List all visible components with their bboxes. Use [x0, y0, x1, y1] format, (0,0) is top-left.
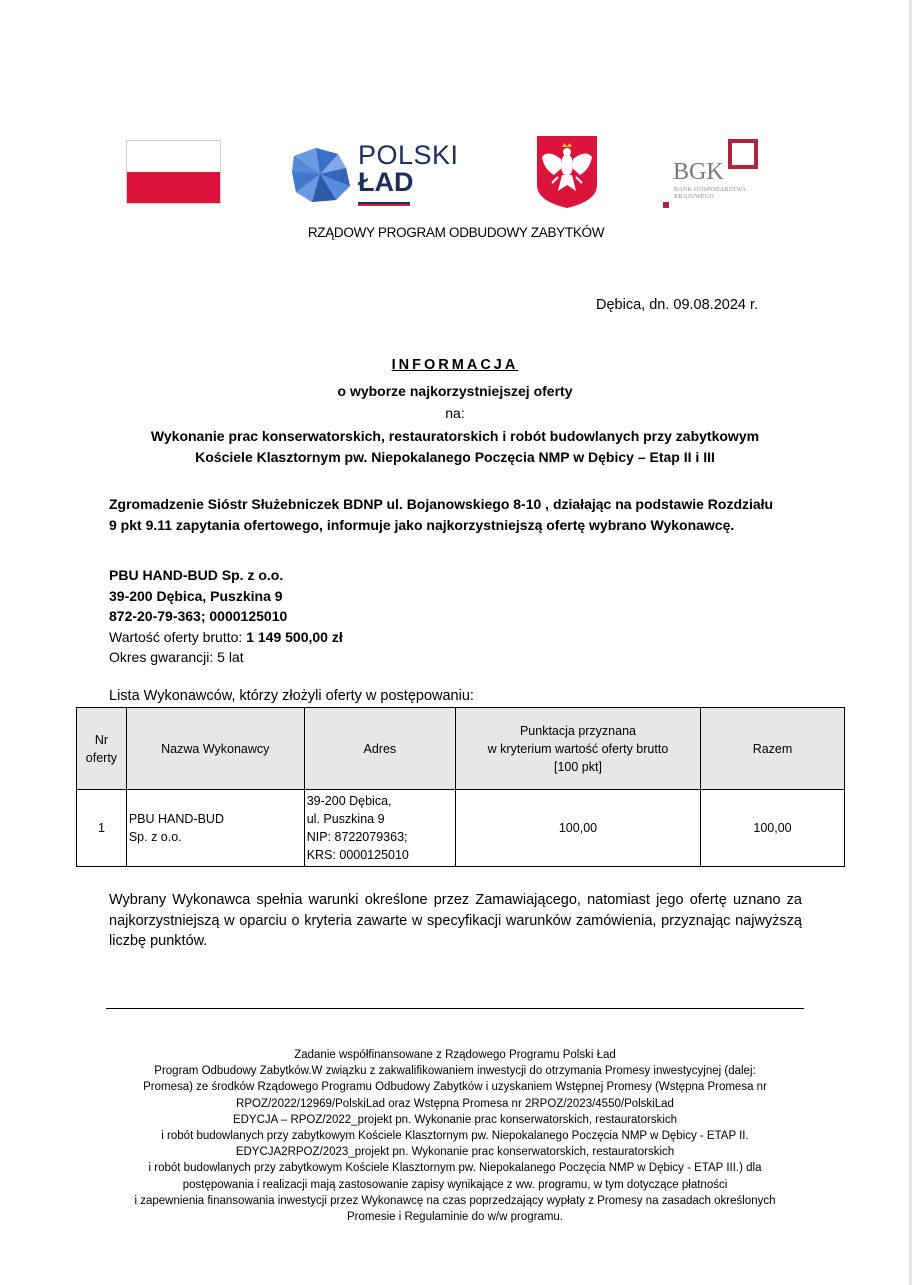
footer-line: RPOZ/2022/12969/PolskiLad oraz Wstępna Promesa nr 2RPOZ/2023/4550/PolskiLad — [236, 1097, 674, 1110]
cell-total: 100,00 — [701, 790, 845, 867]
header-points-line3: [100 pkt] — [554, 759, 602, 774]
footer-line: Promesie i Regulaminie do w/w programu. — [346, 1211, 564, 1224]
footer-line: i zapewnienia finansowania inwestycji przez Wykonawcę na czas poprzedzający wypłaty z Promesy na zasadach określonych — [134, 1194, 776, 1207]
bgk-dot-icon — [663, 202, 669, 208]
winner-value-label: Wartość oferty brutto: — [109, 628, 247, 645]
polski-lad-line2: ŁAD — [358, 167, 414, 197]
footer-line: postępowania i realizacji mają zastosowanie zapisy wynikające z ww. programu, w tym dotyczące płatności — [182, 1178, 728, 1191]
header-nr-line2: oferty — [85, 750, 118, 765]
cell-address-line4: KRS: 0000125010 — [306, 848, 409, 862]
winner-name: PBU HAND-BUD Sp. z o.o. — [109, 567, 284, 583]
footer-line: EDYCJA – RPOZ/2022_projekt pn. Wykonanie prac konserwatorskich, restauratorskich — [232, 1113, 678, 1126]
polish-flag-icon — [126, 140, 221, 204]
winner-warranty: Okres gwarancji: 5 lat — [109, 649, 244, 665]
header-points-line2: w kryterium wartość oferty brutto — [487, 741, 669, 756]
footer-note — [100, 1047, 810, 1225]
footer-line: i robót budowlanych przy zabytkowym Kościele Klasztornym pw. Niepokalanego Poczęcia NMP w Dębicy - ETAP III.) dla — [148, 1162, 762, 1175]
footer-line: Promesa) ze środków Rządowego Programu Odbudowy Zabytków i uzyskaniem Wstępnej Promesy (Wstępna Promesa nr — [143, 1081, 767, 1094]
footer-line: Program Odbudowy Zabytków.W związku z zakwalifikowaniem inwestycji do otrzymania Promesy inwestycyjnej (dalej: — [154, 1065, 756, 1078]
winner-address: 39-200 Dębica, Puszkina 9 — [109, 587, 283, 604]
header-total: Razem — [701, 708, 845, 790]
polski-lad-stripe — [358, 202, 410, 206]
summary-paragraph: Wybrany Wykonawca spełnia warunki określone przez Zamawiającego, natomiast jego ofertę uznano za najkorzystniejszą w oparciu o kryteria zawarte w specyfikacji warunków zamówienia, przyznając najwyższą liczbę punktów. — [109, 892, 802, 949]
intro-line1: Zgromadzenie Sióstr Służebniczek BDNP ul. Bojanowskiego 8-10 , działając na podstawie Rozdziału — [109, 496, 774, 512]
cell-address — [304, 790, 455, 867]
cell-name — [126, 790, 304, 867]
bgk-subtitle-line1: BANK GOSPODARSTWA — [674, 187, 747, 193]
offers-table — [76, 707, 845, 867]
task-title-line1: Wykonanie prac konserwatorskich, restauratorskich i robót budowlanych przy zabytkowym — [150, 428, 760, 444]
place-date: Dębica, dn. 09.08.2024 r. — [596, 297, 759, 313]
header-name: Nazwa Wykonawcy — [126, 708, 304, 790]
task-title — [0, 426, 910, 468]
intro-line2: 9 pkt 9.11 zapytania ofertowego, informuje jako najkorzystniejszą ofertę wybrano Wykonawcę. — [109, 517, 735, 533]
polski-lad-logo — [290, 140, 459, 210]
header-nr — [77, 708, 127, 790]
poland-map-icon — [290, 142, 354, 206]
footer-line: i robót budowlanych przy zabytkowym Kościele Klasztornym pw. Niepokalanego Poczęcia NMP w Dębicy - ETAP II. — [161, 1130, 749, 1143]
footer-divider — [106, 1008, 804, 1009]
polski-lad-line1: POLSKI — [358, 140, 459, 170]
header-points-line1: Punktacja przyznana — [519, 723, 636, 738]
bgk-subtitle-line2: KRAJOWEGO — [674, 194, 715, 200]
cell-points: 100,00 — [455, 790, 700, 867]
bgk-subtitle — [674, 187, 746, 201]
task-title-line2: Kościele Klasztornym pw. Niepokalanego Poczęcia NMP w Dębicy – Etap II i III — [195, 449, 715, 465]
winner-value: 1 149 500,00 zł — [246, 628, 343, 645]
winner-block — [109, 565, 343, 668]
footer-line: Zadanie współfinansowane z Rządowego Programu Polski Ład — [294, 1049, 616, 1061]
cell-nr: 1 — [77, 790, 127, 867]
footer-line: EDYCJA2RPOZ/2023_projekt pn. Wykonanie prac konserwatorskich, restauratorskich — [235, 1146, 675, 1159]
bgk-square-icon — [728, 139, 758, 169]
document-subheading: o wyborze najkorzystniejszej oferty — [337, 383, 573, 399]
header-address: Adres — [304, 708, 455, 790]
document-heading: INFORMACJA — [391, 357, 519, 373]
header-nr-line1: Nr — [94, 732, 109, 747]
offers-list-label: Lista Wykonawców, którzy złożyli oferty w postępowaniu: — [109, 688, 474, 704]
intro-paragraph — [109, 494, 809, 536]
program-title: RZĄDOWY PROGRAM ODBUDOWY ZABYTKÓW — [307, 225, 605, 240]
winner-value-line — [109, 627, 343, 648]
polish-eagle-emblem-icon — [536, 135, 598, 209]
cell-name-line1: PBU HAND-BUD — [128, 812, 224, 826]
header-points — [455, 708, 700, 790]
cell-address-line1: 39-200 Dębica, — [306, 794, 392, 808]
logo-row — [0, 135, 912, 210]
cell-address-line2: ul. Puszkina 9 — [306, 812, 385, 826]
cell-name-line2: Sp. z o.o. — [128, 830, 182, 844]
offers-table-header — [77, 708, 845, 790]
bgk-abbr: BGK — [673, 159, 724, 185]
cell-address-line3: NIP: 8722079363; — [306, 830, 408, 844]
bgk-logo — [660, 139, 770, 209]
table-row — [77, 790, 845, 867]
winner-ids: 872-20-79-363; 0000125010 — [109, 608, 288, 624]
document-na: na: — [445, 405, 465, 421]
